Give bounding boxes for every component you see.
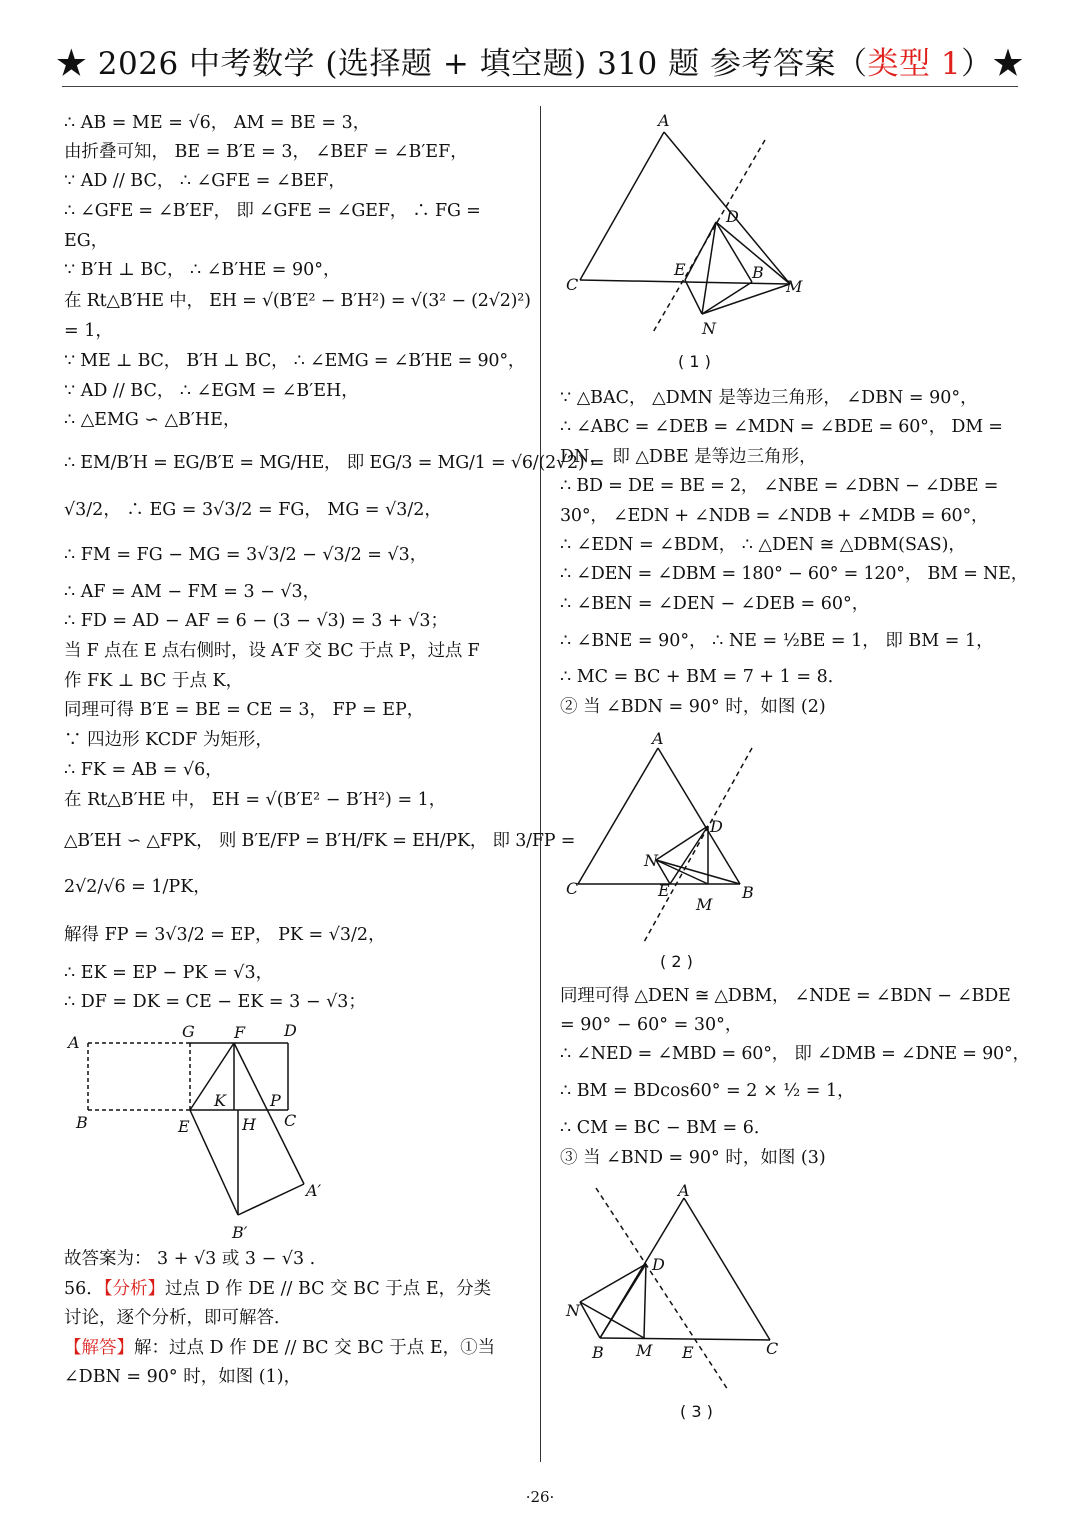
label-A-prime: A′ <box>306 1181 322 1200</box>
text-line: △B′EH ∽ △FPK， 则 B′E/FP = B′H/FK = EH/PK， 即 3/FP = <box>64 831 576 851</box>
label-G: G <box>182 1022 195 1041</box>
text-line: ∵ B′H ⊥ BC， ∴ ∠B′HE = 90°， <box>64 260 341 280</box>
page-number: ·26· <box>525 1488 555 1506</box>
figure-1 <box>560 112 810 352</box>
figure-2 <box>560 728 800 948</box>
text-line: 2√2/√6 = 1/PK， <box>64 877 211 897</box>
text-line: ∵ ME ⊥ BC， B′H ⊥ BC， ∴ ∠EMG = ∠B′HE = 90°， <box>64 351 526 371</box>
text-line: DN， 即 △DBE 是等边三角形， <box>560 447 817 467</box>
text-line: ② 当 ∠BDN = 90° 时，如图 (2) <box>560 697 826 717</box>
figure-2-caption: ( 2 ) <box>660 952 693 971</box>
solution-line: 【解答】解：过点 D 作 DE // BC 交 BC 于点 E，①当 <box>64 1338 496 1358</box>
text-line: ∴ CM = BC − BM = 6． <box>560 1118 772 1138</box>
label-B: B <box>742 883 754 902</box>
text-line: ∴ ∠ABC = ∠DEB = ∠MDN = ∠BDE = 60°， DM = <box>560 417 1003 437</box>
text-line: ∴ FK = AB = √6， <box>64 760 223 780</box>
text-line: 作 FK ⊥ BC 于点 K， <box>64 671 244 691</box>
text-line: ③ 当 ∠BND = 90° 时，如图 (3) <box>560 1148 826 1168</box>
label-N: N <box>644 851 658 870</box>
text-line: EG， <box>64 231 109 251</box>
label-E: E <box>658 881 670 900</box>
type-label: 类型 1 <box>867 46 962 82</box>
segment-EF <box>190 1043 234 1110</box>
label-B: B <box>592 1343 604 1362</box>
text-line: ∴ MC = BC + BM = 7 + 1 = 8． <box>560 667 846 687</box>
dashed-line <box>596 1188 728 1390</box>
text-line: ∴ ∠BEN = ∠DEN − ∠DEB = 60°， <box>560 594 870 614</box>
text-line: √3/2， ∴ EG = 3√3/2 = FG， MG = √3/2， <box>64 500 442 520</box>
label-K: K <box>214 1091 226 1110</box>
label-N: N <box>566 1301 580 1320</box>
text-line: ∴ △EMG ∽ △B′HE， <box>64 410 241 430</box>
segment-EB2 <box>190 1110 238 1215</box>
text-line: ∠DBN = 90° 时，如图 (1)， <box>64 1367 302 1387</box>
label-H: H <box>242 1115 256 1134</box>
label-M: M <box>696 895 713 914</box>
segment-DM <box>644 1264 646 1338</box>
analysis-tag: 【分析】 <box>103 1279 166 1299</box>
text-line: ∵ AD // BC， ∴ ∠EGM = ∠B′EH， <box>64 381 359 401</box>
figure-folding-rectangle <box>62 1018 332 1248</box>
text-line: ∴ EM/B′H = EG/B′E = MG/HE， 即 EG/3 = MG/1 = √6/(2√2) = <box>64 453 605 473</box>
question-56-line: 56．【分析】过点 D 作 DE // BC 交 BC 于点 E，分类 <box>64 1279 492 1299</box>
label-D: D <box>710 817 723 836</box>
text-line: ∴ FM = FG − MG = 3√3/2 − √3/2 = √3， <box>64 545 428 565</box>
text-line: ∵ 四边形 KCDF 为矩形， <box>64 730 273 750</box>
figure-3-caption: ( 3 ) <box>680 1402 713 1421</box>
text-line: ∴ ∠EDN = ∠BDM， ∴ △DEN ≅ △DBM(SAS)， <box>560 535 966 555</box>
answer-line: 故答案为： 3 + √3 或 3 − √3 . <box>64 1249 316 1269</box>
label-B: B <box>76 1113 88 1132</box>
segment-DN <box>580 1264 646 1302</box>
label-A: A <box>652 729 664 748</box>
segment-BC <box>600 1338 770 1340</box>
text-line: ∴ AF = AM − FM = 3 − √3， <box>64 582 321 602</box>
label-F: F <box>234 1023 246 1042</box>
label-M: M <box>636 1341 653 1360</box>
text-line: 在 Rt△B′HE 中， EH = √(B′E² − B′H²) = √(3² − (2√2)²) <box>64 291 531 311</box>
text-line: ∴ ∠NED = ∠MBD = 60°， 即 ∠DMB = ∠DNE = 90°， <box>560 1044 1030 1064</box>
text-line: ∴ EK = EP − PK = √3， <box>64 963 274 983</box>
text-line: ∵ AD // BC， ∴ ∠GFE = ∠BEF， <box>64 171 346 191</box>
column-divider <box>540 106 541 1462</box>
solution-tag: 【解答】 <box>64 1338 134 1358</box>
text-line: 30°， ∠EDN + ∠NDB = ∠NDB + ∠MDB = 60°， <box>560 506 989 526</box>
text-line: 讨论，逐个分析，即可解答． <box>64 1308 292 1328</box>
label-A: A <box>68 1033 80 1052</box>
label-D: D <box>652 1255 665 1274</box>
text-line: ∴ BM = BDcos60° = 2 × ½ = 1， <box>560 1081 855 1101</box>
label-C: C <box>566 275 579 294</box>
title-rule <box>62 86 1018 87</box>
segment-AC <box>580 132 664 280</box>
label-D: D <box>726 207 739 226</box>
text-line: 由折叠可知， BE = B′E = 3， ∠BEF = ∠B′EF， <box>64 142 468 162</box>
label-C: C <box>284 1111 297 1130</box>
label-A: A <box>658 112 670 130</box>
label-C: C <box>766 1339 779 1358</box>
text-line: 当 F 点在 E 点右侧时，设 A′F 交 BC 于点 P，过点 F <box>64 641 480 661</box>
label-P: P <box>270 1091 281 1110</box>
figure-3 <box>560 1178 800 1398</box>
page-title: ★ 2026 中考数学 (选择题 + 填空题) 310 题 参考答案（类型 1）★ <box>55 46 1025 82</box>
segment-NM <box>702 284 790 314</box>
text-line: ∴ FD = AD − AF = 6 − (3 − √3) = 3 + √3； <box>64 611 448 631</box>
label-B: B <box>752 263 764 282</box>
segment-EN <box>685 280 702 314</box>
label-N: N <box>702 319 716 338</box>
figure-1-caption: ( 1 ) <box>678 352 711 371</box>
text-line: 同理可得 B′E = BE = CE = 3， FP = EP， <box>64 700 425 720</box>
text-line: ∴ ∠GFE = ∠B′EF， 即 ∠GFE = ∠GEF， ∴ FG = <box>64 201 481 221</box>
text-line: ∴ BD = DE = BE = 2， ∠NBE = ∠DBN − ∠DBE = <box>560 476 999 496</box>
segment-B2A2 <box>238 1184 304 1215</box>
segment-AC <box>684 1198 770 1340</box>
label-D: D <box>284 1021 297 1040</box>
text-line: ∵ △BAC， △DMN 是等边三角形， ∠DBN = 90°， <box>560 388 978 408</box>
label-A: A <box>678 1181 690 1200</box>
text-line: 同理可得 △DEN ≅ △DBM， ∠NDE = ∠BDN − ∠BDE <box>560 986 1011 1006</box>
segment-DN <box>656 826 708 860</box>
text-line: 在 Rt△B′HE 中， EH = √(B′E² − B′H²) = 1， <box>64 790 447 810</box>
segment-NB <box>702 282 752 314</box>
text-line: 解得 FP = 3√3/2 = EP， PK = √3/2， <box>64 925 386 945</box>
label-M: M <box>786 277 803 296</box>
text-line: ∴ DF = DK = CE − EK = 3 − √3； <box>64 992 366 1012</box>
text-line: ∴ AB = ME = √6， AM = BE = 3， <box>64 113 371 133</box>
label-E: E <box>178 1117 190 1136</box>
label-E: E <box>674 260 686 279</box>
text-line: ∴ ∠BNE = 90°， ∴ NE = ½BE = 1， 即 BM = 1， <box>560 631 994 651</box>
text-line: ∴ ∠DEN = ∠DBM = 180° − 60° = 120°， BM = NE， <box>560 564 1029 584</box>
label-B-prime: B′ <box>232 1223 248 1242</box>
label-C: C <box>566 879 579 898</box>
text-line: = 90° − 60° = 30°， <box>560 1015 743 1035</box>
label-E: E <box>682 1343 694 1362</box>
text-line: = 1， <box>64 321 113 341</box>
